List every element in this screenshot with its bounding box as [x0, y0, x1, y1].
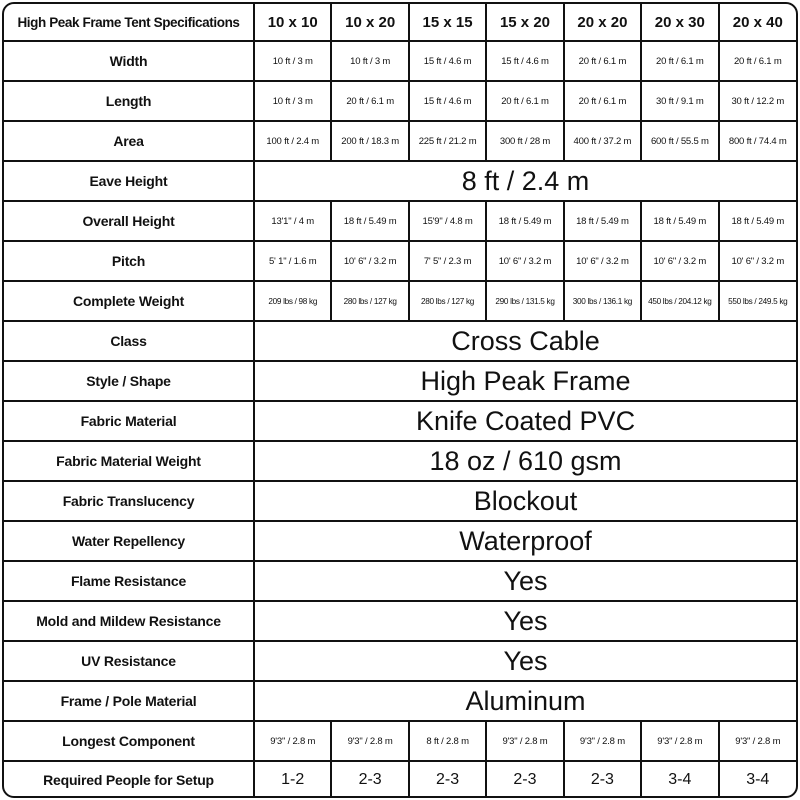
- length-row: [4, 81, 796, 121]
- row-label: Class: [4, 321, 254, 361]
- table-cell: 10' 6" / 3.2 m: [719, 241, 796, 281]
- row-label: Mold and Mildew Resistance: [4, 601, 254, 641]
- row-label: Length: [4, 81, 254, 121]
- longest-component-row: [4, 721, 796, 761]
- width-row: [4, 41, 796, 81]
- fabric-material-weight-row: [4, 441, 796, 481]
- table-cell: 100 ft / 2.4 m: [254, 121, 331, 161]
- table-cell: 9'3" / 2.8 m: [331, 721, 408, 761]
- table-cell: 450 lbs / 204.12 kg: [641, 281, 718, 321]
- table-cell: 200 ft / 18.3 m: [331, 121, 408, 161]
- uv-resistance-row: [4, 641, 796, 681]
- table-cell: 9'3" / 2.8 m: [254, 721, 331, 761]
- table-cell: 15 ft / 4.6 m: [409, 41, 486, 81]
- row-label: UV Resistance: [4, 641, 254, 681]
- table-cell: 18 ft / 5.49 m: [331, 201, 408, 241]
- water-repellency-row: [4, 521, 796, 561]
- table-cell: 20 ft / 6.1 m: [486, 81, 563, 121]
- table-cell: 18 ft / 5.49 m: [719, 201, 796, 241]
- spec-table: [4, 4, 796, 798]
- area-row: [4, 121, 796, 161]
- row-label: Style / Shape: [4, 361, 254, 401]
- table-cell: 15'9" / 4.8 m: [409, 201, 486, 241]
- table-cell: 9'3" / 2.8 m: [719, 721, 796, 761]
- table-cell: 20 ft / 6.1 m: [719, 41, 796, 81]
- table-cell: 2-3: [409, 761, 486, 798]
- table-title: High Peak Frame Tent Specifications: [4, 4, 254, 41]
- size-header: 15 x 20: [486, 4, 563, 41]
- spanning-value: Yes: [254, 641, 796, 681]
- table-cell: 290 lbs / 131.5 kg: [486, 281, 563, 321]
- size-header: 20 x 30: [641, 4, 718, 41]
- table-cell: 15 ft / 4.6 m: [409, 81, 486, 121]
- table-cell: 20 ft / 6.1 m: [564, 81, 641, 121]
- row-label: Fabric Material: [4, 401, 254, 441]
- row-label: Width: [4, 41, 254, 81]
- mold-mildew-row: [4, 601, 796, 641]
- table-cell: 20 ft / 6.1 m: [641, 41, 718, 81]
- row-label: Required People for Setup: [4, 761, 254, 798]
- header-row: [4, 4, 796, 41]
- size-header: 20 x 40: [719, 4, 796, 41]
- style-shape-row: [4, 361, 796, 401]
- table-cell: 550 lbs / 249.5 kg: [719, 281, 796, 321]
- spec-table-frame: [2, 2, 798, 798]
- table-cell: 225 ft / 21.2 m: [409, 121, 486, 161]
- table-cell: 30 ft / 12.2 m: [719, 81, 796, 121]
- spanning-value: Waterproof: [254, 521, 796, 561]
- frame-pole-material-row: [4, 681, 796, 721]
- table-cell: 18 ft / 5.49 m: [564, 201, 641, 241]
- row-label: Eave Height: [4, 161, 254, 201]
- table-cell: 10' 6" / 3.2 m: [564, 241, 641, 281]
- row-label: Flame Resistance: [4, 561, 254, 601]
- spanning-value: High Peak Frame: [254, 361, 796, 401]
- table-cell: 10' 6" / 3.2 m: [331, 241, 408, 281]
- table-cell: 10 ft / 3 m: [254, 81, 331, 121]
- overall-height-row: [4, 201, 796, 241]
- table-cell: 10' 6" / 3.2 m: [641, 241, 718, 281]
- row-label: Longest Component: [4, 721, 254, 761]
- table-cell: 18 ft / 5.49 m: [486, 201, 563, 241]
- spanning-value: Knife Coated PVC: [254, 401, 796, 441]
- pitch-row: [4, 241, 796, 281]
- table-cell: 15 ft / 4.6 m: [486, 41, 563, 81]
- table-cell: 300 lbs / 136.1 kg: [564, 281, 641, 321]
- table-cell: 209 lbs / 98 kg: [254, 281, 331, 321]
- table-cell: 10 ft / 3 m: [254, 41, 331, 81]
- spanning-value: Yes: [254, 601, 796, 641]
- table-cell: 9'3" / 2.8 m: [486, 721, 563, 761]
- required-people-row: [4, 761, 796, 798]
- table-cell: 9'3" / 2.8 m: [641, 721, 718, 761]
- table-cell: 9'3" / 2.8 m: [564, 721, 641, 761]
- class-row: [4, 321, 796, 361]
- spanning-value: Aluminum: [254, 681, 796, 721]
- table-cell: 300 ft / 28 m: [486, 121, 563, 161]
- table-cell: 280 lbs / 127 kg: [409, 281, 486, 321]
- spanning-value: Yes: [254, 561, 796, 601]
- size-header: 20 x 20: [564, 4, 641, 41]
- eave-height-row: [4, 161, 796, 201]
- table-cell: 800 ft / 74.4 m: [719, 121, 796, 161]
- row-label: Fabric Translucency: [4, 481, 254, 521]
- row-label: Water Repellency: [4, 521, 254, 561]
- complete-weight-row: [4, 281, 796, 321]
- fabric-translucency-row: [4, 481, 796, 521]
- table-cell: 1-2: [254, 761, 331, 798]
- table-cell: 18 ft / 5.49 m: [641, 201, 718, 241]
- table-cell: 20 ft / 6.1 m: [564, 41, 641, 81]
- table-cell: 2-3: [564, 761, 641, 798]
- table-cell: 30 ft / 9.1 m: [641, 81, 718, 121]
- table-cell: 20 ft / 6.1 m: [331, 81, 408, 121]
- table-cell: 10' 6" / 3.2 m: [486, 241, 563, 281]
- flame-resistance-row: [4, 561, 796, 601]
- row-label: Frame / Pole Material: [4, 681, 254, 721]
- row-label: Fabric Material Weight: [4, 441, 254, 481]
- table-cell: 280 lbs / 127 kg: [331, 281, 408, 321]
- table-cell: 5' 1" / 1.6 m: [254, 241, 331, 281]
- spanning-value: 8 ft / 2.4 m: [254, 161, 796, 201]
- table-cell: 8 ft / 2.8 m: [409, 721, 486, 761]
- table-cell: 3-4: [641, 761, 718, 798]
- row-label: Complete Weight: [4, 281, 254, 321]
- spanning-value: Blockout: [254, 481, 796, 521]
- table-cell: 600 ft / 55.5 m: [641, 121, 718, 161]
- row-label: Pitch: [4, 241, 254, 281]
- size-header: 10 x 20: [331, 4, 408, 41]
- spanning-value: Cross Cable: [254, 321, 796, 361]
- row-label: Area: [4, 121, 254, 161]
- row-label: Overall Height: [4, 201, 254, 241]
- table-cell: 2-3: [331, 761, 408, 798]
- table-cell: 400 ft / 37.2 m: [564, 121, 641, 161]
- size-header: 10 x 10: [254, 4, 331, 41]
- table-cell: 3-4: [719, 761, 796, 798]
- fabric-material-row: [4, 401, 796, 441]
- table-cell: 7' 5" / 2.3 m: [409, 241, 486, 281]
- size-header: 15 x 15: [409, 4, 486, 41]
- table-cell: 10 ft / 3 m: [331, 41, 408, 81]
- table-cell: 2-3: [486, 761, 563, 798]
- spanning-value: 18 oz / 610 gsm: [254, 441, 796, 481]
- table-cell: 13'1" / 4 m: [254, 201, 331, 241]
